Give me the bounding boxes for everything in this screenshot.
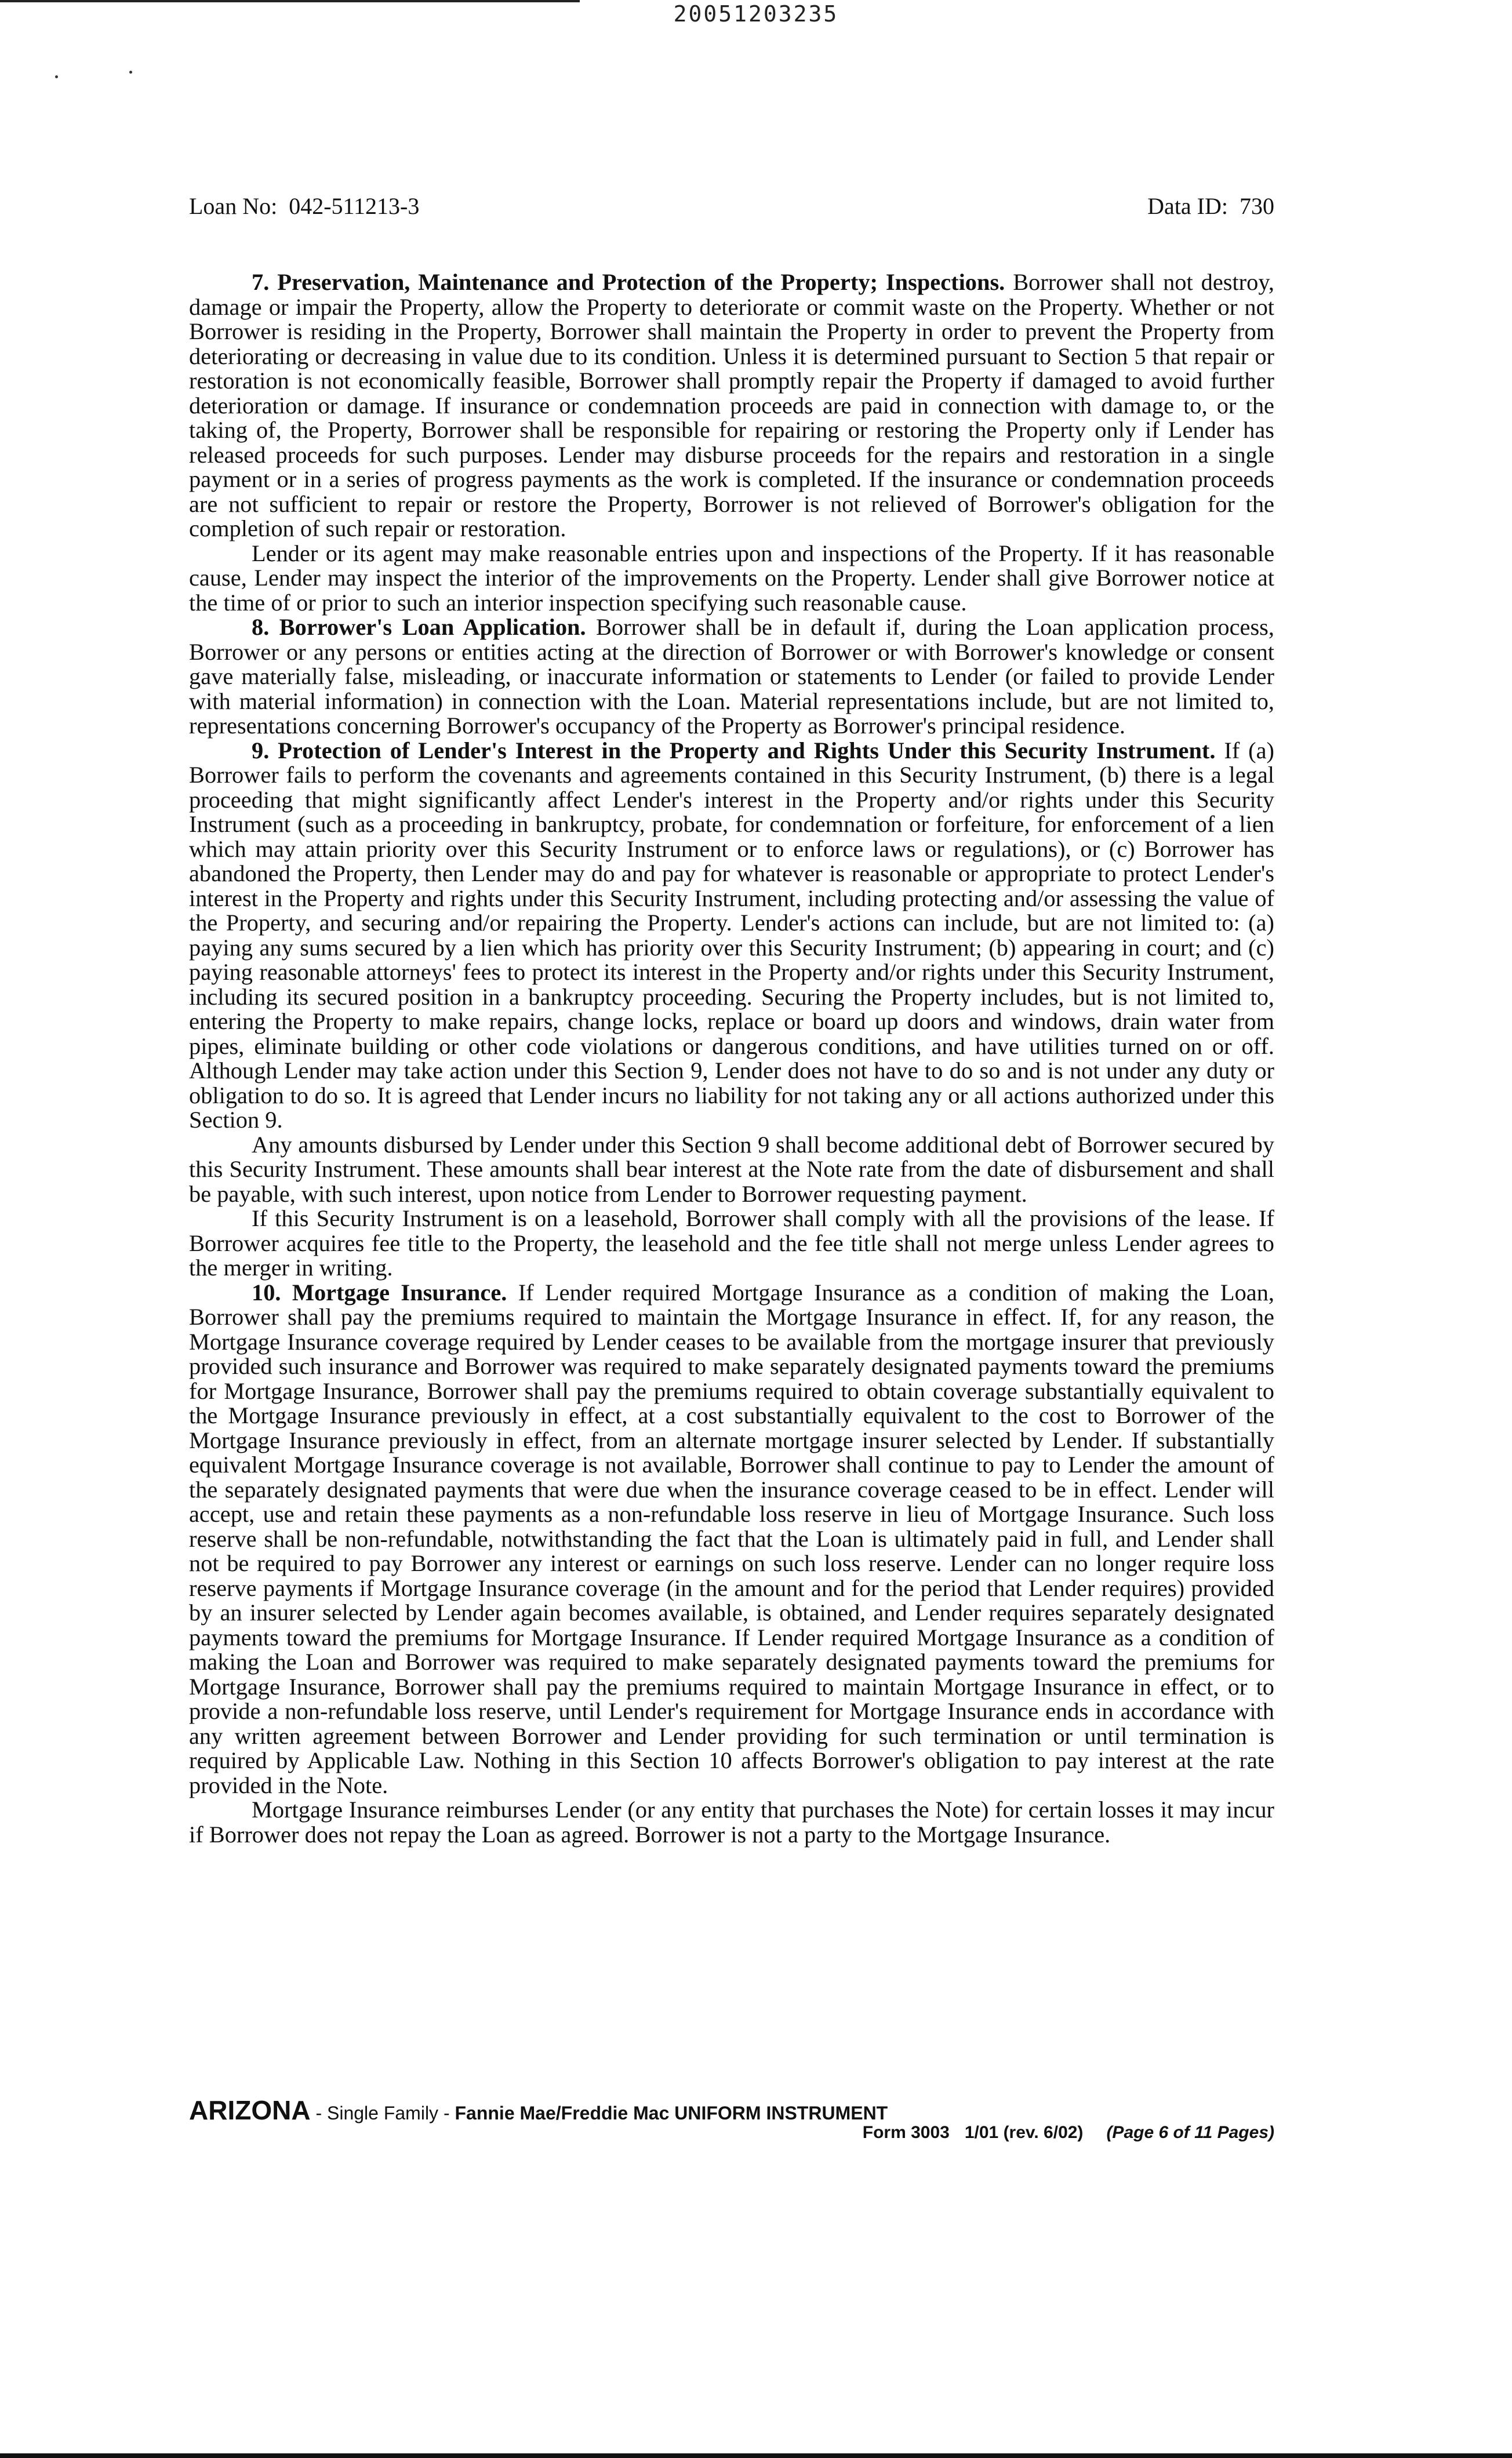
loan-number-value: 042-511213-3 <box>289 193 420 219</box>
section-9-text: If (a) Borrower fails to perform the covenants and agreements contained in this Security Instrument, (b) there is a legal proceeding that might significantly affect Lender's interest in the Property and/or rights under this Security Instrument (such as a proceeding in bankruptcy, probate, for condemnation or forfeiture, for enforcement of a lien which may attain priority over this Security Instrument or to enforce laws or regulations), or (c) Borrower has abandoned the Property, then Lender may do and pay for whatever is reasonable or appropriate to protect Lender's interest in the Property and rights under this Security Instrument, including protecting and/or assessing the value of the Property, and securing and/or repairing the Property. Lender's actions can include, but are not limited to: (a) paying any sums secured by a lien which has priority over this Security Instrument; (b) appearing in court; and (c) paying reasonable attorneys' fees to protect its interest in the Property and/or rights under this Security Instrument, including its secured position in a bankruptcy proceeding. Securing the Property includes, but is not limited to, entering the Property to make repairs, change locks, replace or board up doors and windows, drain water from pipes, eliminate building or other code violations or dangerous conditions, and have utilities turned on or off. Although Lender may take action under this Section 9, Lender does not have to do so and is not under any duty or obligation to do so. It is agreed that Lender incurs no liability for not taking any or all actions authorized under this Section 9. <box>189 737 1274 1133</box>
footer-separator: - <box>310 2103 327 2124</box>
section-9-disbursement-paragraph: Any amounts disbursed by Lender under this Section 9 shall become additional debt of Borrower secured by this Security Instrument. These amounts shall bear interest at the Note rate from the date of disbursement and shall be payable, with such interest, upon notice from Lender to Borrower requesting payment. <box>189 1131 1274 1207</box>
bottom-scan-border <box>0 2453 1512 2458</box>
footer-page-number: (Page 6 of 11 Pages) <box>1106 2123 1274 2142</box>
section-9-paragraph <box>189 739 1274 1133</box>
section-9-heading: 9. Protection of Lender's Interest in the Property and Rights Under this Security Instrument. <box>252 737 1216 763</box>
footer-state: ARIZONA <box>189 2095 311 2125</box>
loan-number <box>189 192 419 220</box>
footer-instrument-line <box>189 2095 888 2126</box>
loan-number-label: Loan No: <box>189 193 278 219</box>
section-8-paragraph <box>189 615 1274 739</box>
section-7-heading: 7. Preservation, Maintenance and Protection of the Property; Inspections. <box>252 269 1005 295</box>
data-id <box>1147 192 1274 220</box>
section-7-paragraph <box>189 270 1274 541</box>
data-id-label: Data ID: <box>1147 193 1228 219</box>
data-id-value: 730 <box>1240 193 1274 219</box>
section-9-leasehold-paragraph: If this Security Instrument is on a leasehold, Borrower shall comply with all the provisions of the lease. If Borrower acquires fee title to the Property, the leasehold and the fee title shall not merge unless Lender agrees to the merger in writing. <box>189 1205 1274 1281</box>
section-10-text: If Lender required Mortgage Insurance as a condition of making the Loan, Borrower shall pay the premiums required to maintain the Mortgage Insurance in effect. If, for any reason, the Mortgage Insurance coverage required by Lender ceases to be available from the mortgage insurer that previously provided such insurance and Borrower was required to make separately designated payments toward the premiums for Mortgage Insurance, Borrower shall pay the premiums required to obtain coverage substantially equivalent to the Mortgage Insurance previously in effect, at a cost substantially equivalent to the cost to Borrower of the Mortgage Insurance previously in effect, from an alternate mortgage insurer selected by Lender. If substantially equivalent Mortgage Insurance coverage is not available, Borrower shall continue to pay to Lender the amount of the separately designated payments that were due when the insurance coverage ceased to be in effect. Lender will accept, use and retain these payments as a non-refundable loss reserve in lieu of Mortgage Insurance. Such loss reserve shall be non-refundable, notwithstanding the fact that the Loan is ultimately paid in full, and Lender shall not be required to pay Borrower any interest or earnings on such loss reserve. Lender can no longer require loss reserve payments if Mortgage Insurance coverage (in the amount and for the period that Lender requires) provided by an insurer selected by Lender again becomes available, is obtained, and Lender requires separately designated payments toward the premiums for Mortgage Insurance. If Lender required Mortgage Insurance as a condition of making the Loan and Borrower was required to make separately designated payments toward the premiums for Mortgage Insurance, Borrower shall pay the premiums required to maintain Mortgage Insurance in effect, or to provide a non-refundable loss reserve, until Lender's requirement for Mortgage Insurance ends in accordance with any written agreement between Borrower and Lender providing for such termination or until termination is required by Applicable Law. Nothing in this Section 10 affects Borrower's obligation to pay interest at the rate provided in the Note. <box>189 1279 1275 1798</box>
footer-revision: 1/01 (rev. 6/02) <box>964 2123 1084 2142</box>
document-number: 20051203235 <box>673 1 839 27</box>
footer-form-line <box>848 2123 1274 2143</box>
footer-single-family: Single Family <box>326 2103 439 2124</box>
section-10-paragraph <box>189 1281 1274 1798</box>
section-8-text: Borrower shall be in default if, during the Loan application process, Borrower or any persons or entities acting at the direction of Borrower or with Borrower's knowledge or consent gave materially false, misleading, or inaccurate information or statements to Lender (or failed to provide Lender with material information) in connection with the Loan. Material representations include, but are not limited to, representations concerning Borrower's occupancy of the Property as Borrower's principal residence. <box>189 614 1274 739</box>
footer-separator: - <box>438 2103 455 2124</box>
section-10-heading: 10. Mortgage Insurance. <box>252 1279 507 1306</box>
footer-form: Form 3003 <box>862 2123 950 2142</box>
section-7-inspection-paragraph: Lender or its agent may make reasonable entries upon and inspections of the Property. If it has reasonable cause, Lender may inspect the interior of the improvements on the Property. Lender shall give Borrower notice at the time of or prior to such an interior inspection specifying such reasonable cause. <box>189 540 1274 616</box>
document-body <box>189 270 1274 1847</box>
footer-instrument: Fannie Mae/Freddie Mac UNIFORM INSTRUMENT <box>455 2103 888 2124</box>
scan-speck <box>55 75 58 78</box>
section-7-text: Borrower shall not destroy, damage or impair the Property, allow the Property to deteriorate or commit waste on the Property. Whether or not Borrower is residing in the Property, Borrower shall maintain the Property in order to prevent the Property from deteriorating or decreasing in value due to its condition. Unless it is determined pursuant to Section 5 that repair or restoration is not economically feasible, Borrower shall promptly repair the Property if damaged to avoid further deterioration or damage. If insurance or condemnation proceeds are paid in connection with damage to, or the taking of, the Property, Borrower shall be responsible for repairing or restoring the Property only if Lender has released proceeds for such purposes. Lender may disburse proceeds for the repairs and restoration in a single payment or in a series of progress payments as the work is completed. If the insurance or condemnation proceeds are not sufficient to repair or restore the Property, Borrower is not relieved of Borrower's obligation for the completion of such repair or restoration. <box>189 269 1274 541</box>
section-8-heading: 8. Borrower's Loan Application. <box>252 614 586 640</box>
scan-speck <box>129 71 132 74</box>
section-10-reimbursement-paragraph: Mortgage Insurance reimburses Lender (or any entity that purchases the Note) for certain losses it may incur if Borrower does not repay the Loan as agreed. Borrower is not a party to the Mortgage Insurance. <box>189 1797 1274 1848</box>
